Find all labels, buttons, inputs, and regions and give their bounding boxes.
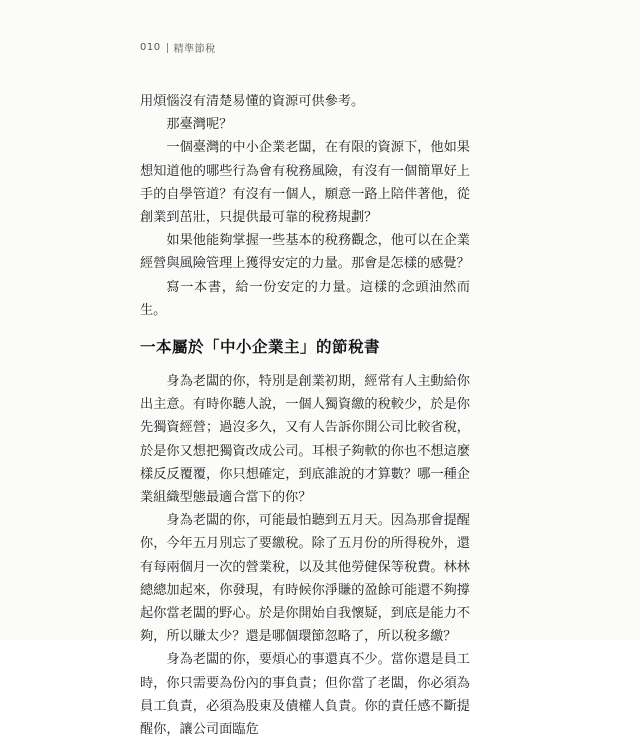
paragraph: 那臺灣呢？ <box>166 117 233 133</box>
section-heading: 一本屬於「中小企業主」的節稅書 <box>140 338 381 357</box>
paragraph: 身為老闆的你，可能最怕聽到五月天。因為那會提醒你，今年五月別忘了要繳稅。除了五月份的所得稅外，還有每兩個月一次的營業稅，以及其他勞健保等稅費。林林總總加起來，你發現，有時候你淨賺的盈餘可能還不夠撐起你當老闆的野心。於是你開始自我懷疑，到底是能力不夠，所以賺太少？還是哪個環節忽略了，所以稅多繳？ <box>140 513 470 645</box>
paragraph: 如果他能夠掌握一些基本的稅務觀念，他可以在企業經營與風險管理上獲得安定的力量。那會是怎樣的感覺？ <box>140 233 470 272</box>
paragraph: 身為老闆的你，特別是創業初期，經常有人主動給你出主意。有時你聽人說，一個人獨資繳的稅較少，於是你先獨資經營；過沒多久，又有人告訴你開公司比較省稅，於是你又想把獨資改成公司。耳根子夠軟的你也不想這麼樣反反覆覆，你只想確定，到底誰說的才算數？哪一種企業組織型態最適合當下的你？ <box>140 374 470 506</box>
running-head <box>140 40 216 55</box>
book-title: 精準節稅 <box>173 44 216 55</box>
page-number: 010 <box>140 42 161 53</box>
paragraph: 一個臺灣的中小企業老闆，在有限的資源下，他如果想知道他的哪些行為會有稅務風險，有沒有一個簡單好上手的自學管道？有沒有一個人，願意一路上陪伴著他，從創業到茁壯，只提供最可靠的稅務規劃？ <box>140 140 470 226</box>
paragraph: 身為老闆的你，要煩心的事還真不少。當你還是員工時，你只需要為份內的事負責；但你當了老闆，你必須為員工負責，必須為股東及債權人負責。你的責任感不斷提醒你，讓公司面臨危 <box>140 652 470 738</box>
paragraph: 寫一本書，給一份安定的力量。這樣的念頭油然而生。 <box>140 279 470 318</box>
paragraph-continued: 用煩惱沒有清楚易懂的資源可供參考。 <box>140 94 365 109</box>
body-text <box>140 90 470 741</box>
header-divider <box>167 43 168 53</box>
